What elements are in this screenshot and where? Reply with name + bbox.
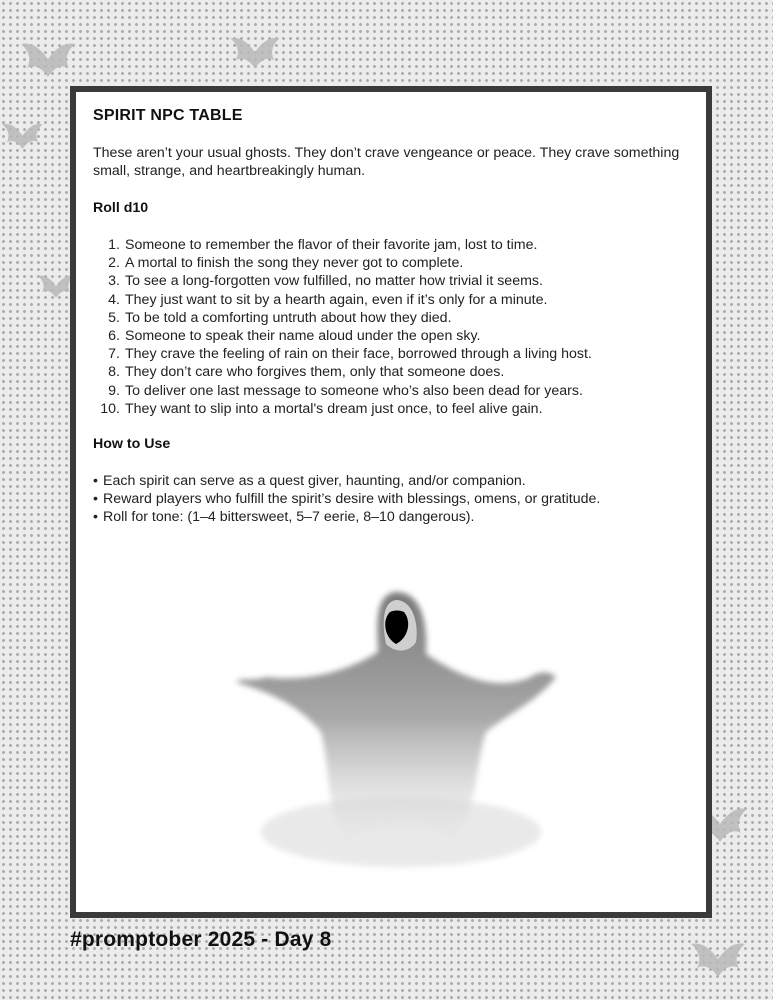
bat-icon [668,935,768,995]
list-item: 2. A mortal to finish the song they never got to complete. [108,255,464,272]
list-item: • Reward players who fulfill the spirit’s desire with blessings, omens, or gratitude. [93,491,601,508]
list-item: • Roll for tone: (1–4 bittersweet, 5–7 eerie, 8–10 dangerous). [93,509,475,526]
roll-heading: Roll d10 [93,200,149,216]
page-title: SPIRIT NPC TABLE [93,107,243,124]
list-item: 4. They just want to sit by a hearth again, even if it’s only for a minute. [108,291,548,308]
footer-hashtag: #promptober 2025 - Day 8 [70,928,332,951]
how-to-use-heading: How to Use [93,436,171,452]
list-item: 1. Someone to remember the flavor of their favorite jam, lost to time. [108,237,538,253]
how-to-use-list [93,472,693,527]
bat-icon [18,20,78,110]
list-item: 7. They crave the feeling of rain on their face, borrowed through a living host. [108,346,592,363]
bat-icon [0,110,45,170]
intro-paragraph: These aren’t your usual ghosts. They don’t crave vengeance or peace. They crave something small, strange, and heartbreakingly human. [93,145,680,179]
ghost-figure [226,582,576,882]
bat-icon [210,30,300,85]
list-item: 8. They don’t care who forgives them, only that someone does. [108,364,505,381]
list-item: 9. To deliver one last message to someone who’s also been dead for years. [108,382,583,399]
list-item: • Each spirit can serve as a quest giver, haunting, and/or companion. [93,473,526,489]
list-item: 10. They want to slip into a mortal's dream just once, to feel alive gain. [100,400,543,417]
spirit-npc-card [70,86,712,918]
list-item: 5. To be told a comforting untruth about how they died. [108,309,452,326]
list-item: 3. To see a long-forgotten vow fulfilled, no matter how trivial it seems. [108,273,543,290]
list-item: 6. Someone to speak their name aloud under the open sky. [108,328,481,345]
npc-table-list [93,236,693,418]
